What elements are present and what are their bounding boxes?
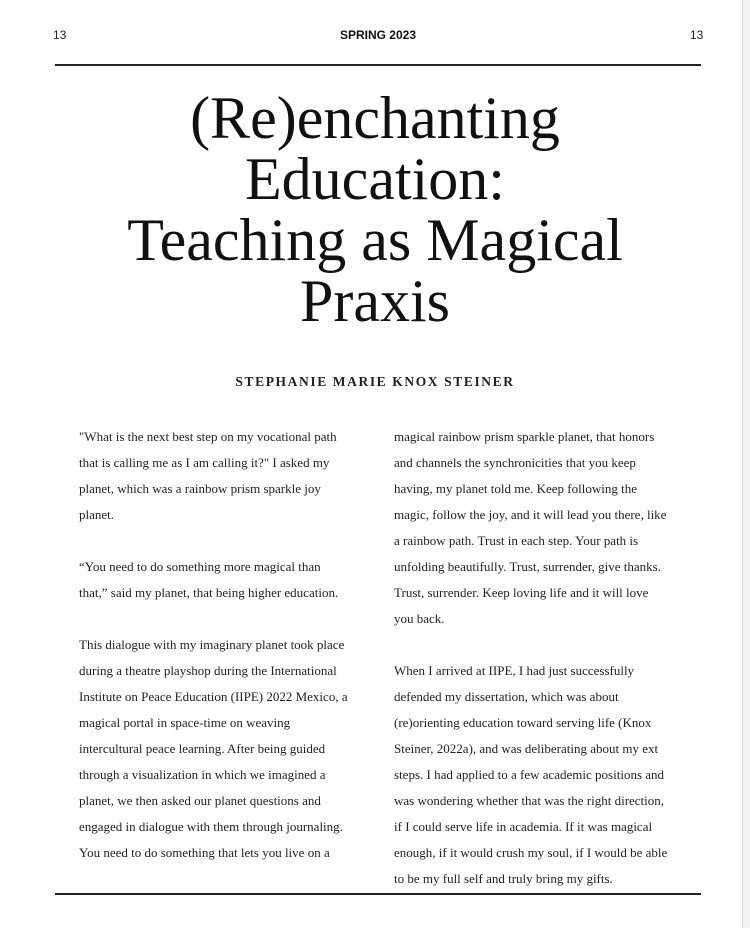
text-line: planet, which was a rainbow prism sparkle joy [79, 481, 321, 496]
text-line: that is calling me as I am calling it?" I asked my [79, 455, 330, 470]
text-line: "What is the next best step on my vocational path [79, 429, 337, 444]
title-line: Teaching as Magical [127, 207, 623, 273]
article-title [80, 85, 670, 334]
text-line: planet, we then asked our planet questions and [79, 793, 321, 808]
text-line: defended my dissertation, which was about [394, 689, 619, 704]
text-line: “You need to do something more magical than [79, 559, 321, 574]
text-line: a rainbow path. Trust in each step. Your path is [394, 533, 639, 548]
paragraph-gap [79, 606, 389, 632]
text-line: Steiner, 2022a), and was deliberating about my ext [394, 741, 659, 756]
text-line: When I arrived at IIPE, I had just successfully [394, 663, 635, 678]
text-line: This dialogue with my imaginary planet took place [79, 637, 345, 652]
page-number-right: 13 [690, 28, 704, 42]
author-byline: STEPHANIE MARIE KNOX STEINER [235, 374, 515, 389]
text-line: having, my planet told me. Keep following the [394, 481, 637, 496]
title-line: Education: [245, 146, 505, 212]
text-line: magic, follow the joy, and it will lead you there, like [394, 507, 667, 522]
text-line: (re)orienting education toward serving life (Knox [394, 715, 652, 730]
paragraph-gap [79, 528, 389, 554]
text-line: planet. [79, 507, 115, 522]
text-line: was wondering whether that was the right direction, [394, 793, 665, 808]
body-column-right [394, 424, 704, 892]
paragraph-gap [394, 632, 704, 658]
text-line: Trust, surrender. Keep loving life and it will love [394, 585, 649, 600]
title-line: Praxis [300, 268, 450, 334]
text-line: enough, if it would crush my soul, if I would be able [394, 845, 668, 860]
text-line: unfolding beautifully. Trust, surrender, give thanks. [394, 559, 661, 574]
text-line: Institute on Peace Education (IIPE) 2022 Mexico, a [79, 689, 348, 704]
header-rule [55, 64, 701, 66]
footer-rule [55, 893, 701, 895]
text-line: that,” said my planet, that being higher education. [79, 585, 339, 600]
text-line: engaged in dialogue with them through journaling. [79, 819, 343, 834]
text-line: intercultural peace learning. After being guided [79, 741, 326, 756]
text-line: You need to do something that lets you live on a [79, 845, 330, 860]
text-line: and channels the synchronicities that you keep [394, 455, 636, 470]
title-line: (Re)enchanting [190, 85, 560, 151]
text-line: steps. I had applied to a few academic positions and [394, 767, 665, 782]
text-line: if I could serve life in academia. If it was magical [394, 819, 653, 834]
text-line: through a visualization in which we imagined a [79, 767, 326, 782]
body-column-left [79, 424, 389, 866]
text-line: magical portal in space-time on weaving [79, 715, 291, 730]
text-line: you back. [394, 611, 445, 626]
text-line: magical rainbow prism sparkle planet, that honors [394, 429, 655, 444]
page-number-left: 13 [53, 28, 67, 42]
issue-label: SPRING 2023 [339, 28, 417, 42]
text-line: during a theatre playshop during the International [79, 663, 337, 678]
text-line: to be my full self and truly bring my gifts. [394, 871, 613, 886]
